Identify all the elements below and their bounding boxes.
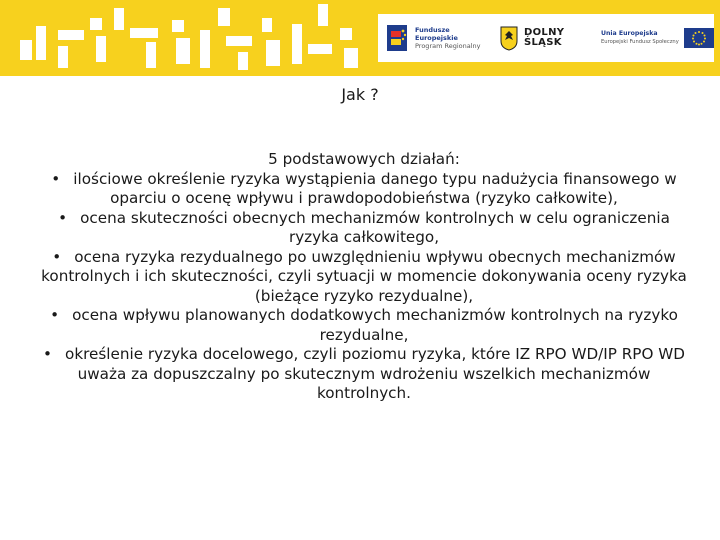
page-title: Jak ?	[341, 85, 379, 104]
bullet-marker: •	[52, 247, 62, 266]
fundusze-line-3: Program Regionalny	[415, 42, 481, 50]
intro-text: 5 podstawowych działań:	[268, 150, 460, 168]
bullet-item	[40, 170, 688, 209]
eu-funds-star-logo-icon	[386, 23, 410, 53]
content-body	[40, 150, 688, 404]
fundusze-europejskie-logo	[386, 14, 481, 62]
bullet-text: ilościowe określenie ryzyka wystąpienia danego typu nadużycia finansowego w oparciu o ocenę wpływu i prawdopodobieństwa (ryzyko całkowite),	[73, 169, 677, 207]
logo-strip	[378, 14, 714, 62]
bullet-item	[40, 345, 688, 404]
dolny-slask-eagle-crest-icon	[499, 25, 519, 51]
dolny-slask-line-2: ŚLĄSK	[524, 37, 562, 48]
bullet-text: ocena skuteczności obecnych mechanizmów kontrolnych w celu ograniczenia ryzyka całkowitego,	[80, 208, 670, 246]
eu-flag-icon	[684, 28, 714, 48]
unia-line-1: Unia Europejska	[601, 30, 658, 37]
bullet-text: określenie ryzyka docelowego, czyli poziomu ryzyka, które IZ RPO WD/IP RPO WD uważa za dopuszczalny po skutecznym wdrożeniu wszelkich mechanizmów kontrolnych.	[65, 345, 685, 402]
fundusze-line-2: Europejskie	[415, 34, 458, 42]
bullet-marker: •	[58, 208, 68, 227]
unia-line-2: Europejski Fundusz Społeczny	[601, 39, 679, 45]
bullet-item	[40, 306, 688, 345]
bullet-marker: •	[43, 345, 52, 363]
unia-europejska-logo	[601, 14, 714, 62]
bullet-text: ocena wpływu planowanych dodatkowych mechanizmów kontrolnych na ryzyko rezydualne,	[72, 306, 678, 344]
header-banner	[0, 0, 720, 76]
bullet-item	[40, 209, 688, 248]
bullet-text: ocena ryzyka rezydualnego po uwzględnieniu wpływu obecnych mechanizmów kontrolnych i ich skuteczności, czyli sytuacji w momencie dokonywania oceny ryzyka (bieżące ryzyko rezydualne),	[41, 247, 687, 305]
fundusze-line-1: Fundusze	[415, 26, 450, 34]
dolny-slask-line-1: DOLNY	[524, 27, 565, 38]
bullet-marker: •	[50, 306, 60, 324]
bullet-item	[40, 248, 688, 307]
dolny-slask-logo	[499, 14, 564, 62]
bullet-marker: •	[51, 169, 61, 188]
